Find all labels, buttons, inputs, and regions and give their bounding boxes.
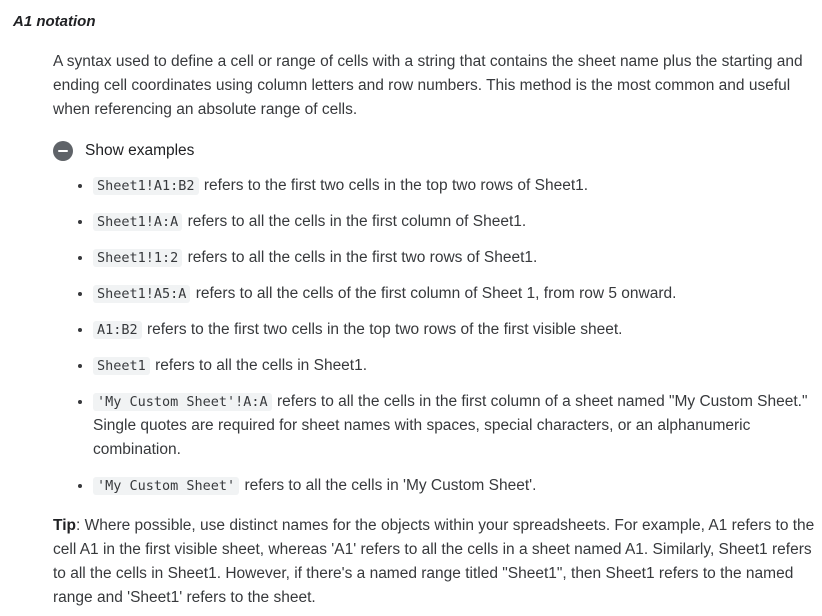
term-heading: A1 notation xyxy=(13,13,96,30)
show-examples-toggle[interactable] xyxy=(53,139,194,163)
example-code: Sheet1!A5:A xyxy=(93,285,190,303)
example-text: refers to all the cells in the first column of Sheet1. xyxy=(187,213,527,230)
example-text: refers to all the cells of the first column of Sheet 1, from row 5 onward. xyxy=(195,285,677,302)
example-item xyxy=(93,210,822,234)
example-item xyxy=(93,282,822,306)
example-text: refers to all the cells in the first column of a sheet named "My Custom Sheet." Single quotes are required for sheet names with spaces, special characters, or an alphanumeric combination. xyxy=(93,393,808,458)
example-code: 'My Custom Sheet' xyxy=(93,477,239,495)
example-code: Sheet1!A1:B2 xyxy=(93,177,199,195)
show-examples-label[interactable]: Show examples xyxy=(85,142,195,159)
example-code: A1:B2 xyxy=(93,321,142,339)
example-text: refers to all the cells in Sheet1. xyxy=(155,357,368,374)
example-item xyxy=(93,390,822,462)
example-text: refers to all the cells in 'My Custom Sheet'. xyxy=(244,477,537,494)
example-item xyxy=(93,318,822,342)
example-text: refers to the first two cells in the top two rows of the first visible sheet. xyxy=(146,321,623,338)
example-code: 'My Custom Sheet'!A:A xyxy=(93,393,272,411)
example-text: refers to all the cells in the first two rows of Sheet1. xyxy=(187,249,538,266)
example-code: Sheet1!1:2 xyxy=(93,249,182,267)
example-text: refers to the first two cells in the top two rows of Sheet1. xyxy=(203,177,589,194)
example-item xyxy=(93,474,822,498)
tip-text: : Where possible, use distinct names for the objects within your spreadsheets. For example, A1 refers to the cell A1 in the first visible sheet, whereas 'A1' refers to all the cells in a sheet named A1. Similarly, Sheet1 refers to all the cells in Sheet1. However, if there's a named range titled "Sheet1", then Sheet1 refers to the named range and 'Sheet1' refers to the sheet. xyxy=(53,517,815,606)
example-item xyxy=(93,174,822,198)
minus-circle-icon[interactable] xyxy=(53,141,73,161)
example-code: Sheet1 xyxy=(93,357,150,375)
tip-label: Tip xyxy=(53,517,76,534)
tip-paragraph xyxy=(53,514,815,610)
term-description: A syntax used to define a cell or range of cells with a string that contains the sheet name plus the starting and ending cell coordinates using column letters and row numbers. This method is the most common and useful when referencing an absolute range of cells. xyxy=(53,53,803,118)
example-code: Sheet1!A:A xyxy=(93,213,182,231)
examples-list xyxy=(53,174,822,510)
example-item xyxy=(93,246,822,270)
example-item xyxy=(93,354,822,378)
